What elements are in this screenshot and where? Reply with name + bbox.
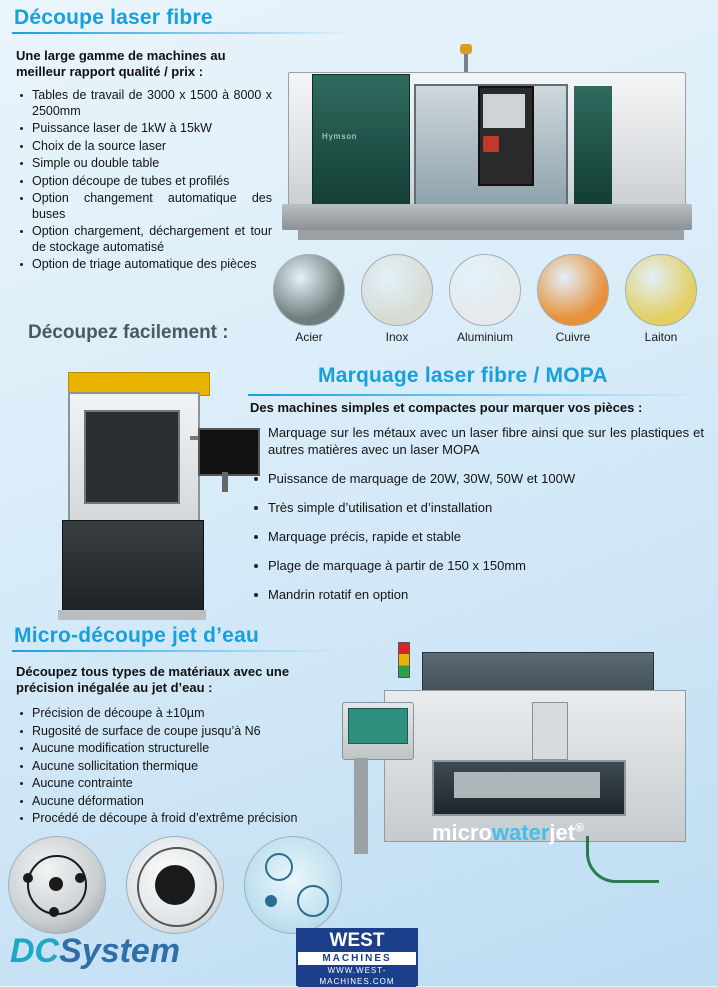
sample-detail [49,907,59,917]
machine-screen [483,94,525,128]
sample-photo-1 [8,836,106,934]
list-item: Aucune modification structurelle [16,741,356,757]
list-item: Choix de la source laser [16,139,272,155]
material-swatch [273,254,345,326]
material-swatch [361,254,433,326]
hose [586,836,659,883]
control-screen [348,708,408,744]
list-item: Marquage précis, rapide et stable [252,528,704,545]
footer-brand [10,932,180,971]
list-item: Puissance laser de 1kW à 15kW [16,121,272,137]
logo-line-2: MACHINES [322,953,392,964]
list-item: Mandrin rotatif en option [252,586,704,603]
monitor-screen [198,428,260,476]
bullet-list-laser-fibre [16,88,272,275]
sample-detail [265,895,277,907]
material-swatch [537,254,609,326]
bullet-list-micro-decoupe [16,706,356,829]
logo-part-micro: micro [432,820,492,845]
subtitle-decoupez-facilement: Découpez facilement : [28,322,229,343]
machine-brand-label: Hymson [322,132,358,141]
machine-green-panel-right [574,86,612,206]
material-aluminium [448,254,522,344]
logo-part-jet: jet [549,820,576,845]
sample-detail [265,853,293,881]
footer-brand-suffix: System [59,932,181,970]
list-item: Marquage sur les métaux avec un laser fibre ainsi que sur les plastiques et autres matières avec un laser MOPA [252,424,704,458]
machine-rail [298,230,684,240]
material-laiton [624,254,698,344]
sample-detail [137,847,217,927]
divider-marquage [248,394,706,396]
section-title-laser-fibre: Découpe laser fibre [14,6,213,29]
list-item: Tables de travail de 3000 x 1500 à 8000 x 2500mm [16,88,272,119]
laser-cutting-machine-photo [278,44,706,244]
sample-detail [297,885,329,917]
list-item: Option changement automatique des buses [16,191,272,222]
machine-base [282,204,692,230]
material-label: Acier [295,330,323,344]
signal-lamp-icon [460,44,472,54]
materials-swatch-row [272,254,704,350]
bullet-list-marquage [252,424,704,615]
list-item: Simple ou double table [16,156,272,172]
sample-detail [49,877,63,891]
sample-detail [75,873,85,883]
machine-logo [432,820,584,846]
list-item: Option découpe de tubes et profilés [16,174,272,190]
machine-logo-sub: by Daetwyler [436,844,494,855]
lead-text-marquage: Des machines simples et compactes pour marquer vos pièces : [250,400,643,415]
footer-brand-prefix: DC [10,932,60,970]
divider-laser-fibre [12,32,352,34]
lead-text-micro-decoupe: Découpez tous types de matériaux avec une précision inégalée au jet d’eau : [16,664,290,695]
sample-photo-3 [244,836,342,934]
material-swatch [449,254,521,326]
material-label: Inox [385,330,409,344]
material-cuivre [536,254,610,344]
material-label: Aluminium [456,330,513,344]
work-tray [454,772,600,798]
list-item: Option chargement, déchargement et tour de stockage automatisé [16,224,272,255]
waterjet-machine-photo [336,640,716,890]
material-swatch [625,254,697,326]
logo-part-water: water [491,820,550,845]
material-label: Laiton [644,330,678,344]
logo-line-3: WWW.WEST-MACHINES.COM [298,965,416,987]
list-item: Aucune sollicitation thermique [16,759,356,775]
machine-base [62,520,204,618]
emergency-stop-icon [483,136,499,152]
machine-window [84,410,180,504]
list-item: Rugosité de surface de coupe jusqu’à N6 [16,724,356,740]
list-item: Procédé de découpe à froid d’extrême précision [16,811,356,827]
divider-micro-decoupe [12,650,342,652]
lead-text-laser-fibre: Une large gamme de machines au meilleur rapport qualité / prix : [16,48,226,79]
list-item: Précision de découpe à ±10µm [16,706,356,722]
west-machines-logo [296,928,418,986]
monitor-stand [222,472,228,492]
list-item: Puissance de marquage de 20W, 30W, 50W et 100W [252,470,704,487]
cutting-head [532,702,568,760]
list-item: Très simple d’utilisation et d’installation [252,499,704,516]
sample-photo-2 [126,836,224,934]
list-item: Aucune contrainte [16,776,356,792]
logo-line-1: WEST [298,930,416,952]
machine-foot [58,610,206,620]
status-tower-light-icon [398,642,410,678]
sample-detail [23,873,33,883]
marking-machine-photo [40,372,270,622]
material-inox [360,254,434,344]
material-acier [272,254,346,344]
machine-green-panel-left [312,74,410,212]
registered-mark-icon: ® [575,820,584,835]
material-label: Cuivre [555,330,591,344]
list-item: Aucune déformation [16,794,356,810]
section-title-marquage: Marquage laser fibre / MOPA [318,364,608,387]
list-item: Option de triage automatique des pièces [16,257,272,273]
sample-parts-row [8,836,358,936]
list-item: Plage de marquage à partir de 150 x 150mm [252,557,704,574]
section-title-micro-decoupe: Micro-découpe jet d’eau [14,624,259,647]
